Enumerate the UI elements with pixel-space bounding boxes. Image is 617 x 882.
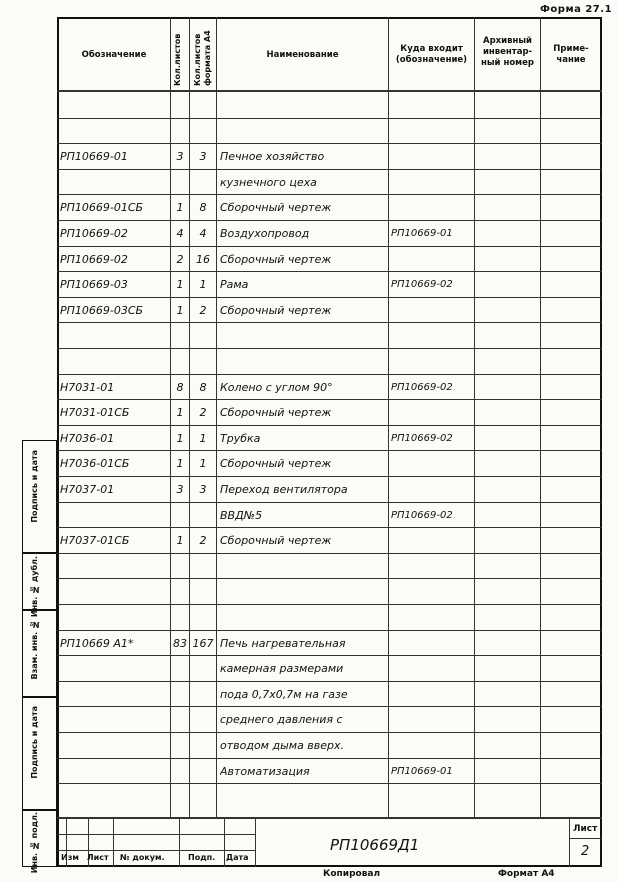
header-designation: Обозначение (81, 50, 147, 60)
row-sheets: 4 (176, 227, 184, 240)
row-sheets: 1 (176, 431, 184, 445)
row-line (57, 655, 602, 656)
tb-signature: Подп. (188, 853, 216, 862)
row-sheets-a4: 3 (199, 150, 207, 164)
header-note: Приме- чание (553, 44, 589, 65)
row-sheets: 8 (176, 380, 184, 394)
tb-v-7 (569, 817, 570, 867)
tb-v-3 (113, 817, 114, 867)
header-archive-no: Архивный инвентар- ный номер (481, 36, 534, 68)
row-name: Колено с углом 90° (220, 380, 333, 394)
row-sheets-a4: 1 (199, 457, 207, 471)
row-line (57, 297, 602, 298)
row-name: Сборочный чертеж (220, 534, 332, 548)
row-line (57, 502, 602, 503)
row-name: Сборочный чертеж (220, 303, 332, 317)
row-sheets-a4: 2 (199, 303, 207, 317)
row-where-used: РП10669-02 (391, 509, 453, 521)
row-name: пода 0,7х0,7м на газе (220, 687, 348, 701)
form-label: Форма 27.1 (540, 4, 613, 15)
footer-copied: Копировал (323, 869, 381, 879)
row-designation: РП10669-01СБ (60, 201, 144, 215)
row-line (57, 527, 602, 528)
title-block-mid-line-2 (57, 850, 255, 851)
row-line (57, 706, 602, 707)
row-line (57, 604, 602, 605)
row-sheets: 2 (176, 252, 184, 266)
tb-list: Лист (87, 853, 109, 862)
row-where-used: РП10669-02 (391, 381, 453, 393)
row-sheets: 1 (176, 303, 184, 317)
row-name: Трубка (220, 431, 261, 445)
row-line (57, 476, 602, 477)
row-designation: РП10669-03СБ (60, 303, 144, 317)
sheet-box-line (569, 838, 602, 839)
row-name: Печное хозяйство (220, 150, 325, 164)
col-line-6 (540, 17, 541, 817)
side-label-signature-1: Подпись и дата (30, 450, 39, 523)
row-designation: Н7037-01СБ (60, 534, 130, 548)
row-designation: РП10669-02 (60, 252, 128, 266)
row-name: Печь нагревательная (220, 636, 346, 650)
row-line (57, 425, 602, 426)
row-name: отводом дыма вверх. (220, 739, 345, 752)
row-designation: РП10669 А1* (60, 636, 134, 650)
row-line (57, 271, 602, 272)
row-line (57, 348, 602, 349)
row-designation: Н7036-01 (60, 431, 115, 445)
side-label-orig-inv: Инв. № подл. (30, 812, 39, 874)
row-name: Воздухопровод (220, 227, 310, 240)
side-label-signature-2: Подпись и дата (30, 706, 39, 779)
tb-v-6 (255, 817, 256, 867)
row-sheets: 1 (176, 201, 184, 215)
row-designation: Н7031-01 (60, 380, 115, 394)
row-sheets: 83 (173, 636, 187, 650)
row-sheets-a4: 2 (199, 406, 207, 420)
row-sheets-a4: 167 (192, 636, 214, 650)
title-block-mid-line-1 (57, 834, 255, 835)
row-sheets-a4: 3 (199, 483, 207, 496)
row-sheets: 1 (176, 457, 184, 471)
row-name: Автоматизация (220, 764, 310, 778)
row-line (57, 578, 602, 579)
tb-v-4 (179, 817, 180, 867)
row-line (57, 143, 602, 144)
row-line (57, 246, 602, 247)
row-designation: РП10669-02 (60, 227, 128, 240)
row-line (57, 450, 602, 451)
side-strip-dup-inv (22, 553, 57, 610)
row-sheets-a4: 16 (196, 252, 210, 266)
row-line (57, 322, 602, 323)
row-designation: Н7037-01 (60, 483, 115, 496)
side-label-dup-inv: Инв. № дубл. (30, 556, 39, 618)
row-sheets-a4: 4 (199, 227, 207, 240)
title-block-top-line (57, 817, 602, 819)
col-line-5 (474, 17, 475, 817)
footer-format: Формат А4 (498, 869, 555, 879)
row-sheets-a4: 1 (199, 278, 207, 292)
row-sheets-a4: 2 (199, 534, 207, 548)
row-where-used: РП10669-02 (391, 432, 453, 444)
tb-date: Дата (226, 853, 249, 862)
row-line (57, 220, 602, 221)
header-sheets-count: Кол.листов (173, 33, 182, 86)
row-sheets-a4: 8 (199, 201, 207, 215)
row-name: среднего давления с (220, 713, 343, 727)
row-sheets: 3 (176, 483, 184, 496)
row-line (57, 630, 602, 631)
row-where-used: РП10669-01 (391, 765, 453, 777)
row-name: Сборочный чертеж (220, 201, 332, 215)
tb-v-5 (224, 817, 225, 867)
tb-doc-no: № докум. (120, 853, 165, 862)
row-designation: РП10669-03 (60, 278, 128, 292)
row-sheets-a4: 8 (199, 380, 207, 394)
side-label-replace-inv: Взам. инв. № (30, 620, 39, 680)
row-sheets: 1 (176, 278, 184, 292)
row-name: Рама (220, 278, 249, 292)
row-name: Сборочный чертеж (220, 406, 332, 420)
header-bottom-line (57, 90, 602, 92)
row-name: Сборочный чертеж (220, 457, 332, 471)
header-name: Наименование (266, 50, 339, 60)
row-line (57, 783, 602, 784)
side-strip-signature-2 (22, 697, 57, 810)
row-sheets: 3 (176, 150, 184, 164)
row-sheets-a4: 1 (199, 431, 207, 445)
row-line (57, 681, 602, 682)
row-line (57, 169, 602, 170)
row-where-used: РП10669-01 (391, 228, 453, 239)
header-where-used: Куда входит (обозначение) (395, 44, 468, 65)
row-line (57, 399, 602, 400)
sheet-label: Лист (573, 824, 598, 834)
row-sheets: 1 (176, 406, 184, 420)
row-name: Переход вентилятора (220, 483, 348, 496)
side-strip-signature-1 (22, 440, 57, 553)
row-line (57, 732, 602, 733)
tb-izm: Изм (61, 853, 79, 862)
col-line-2 (189, 17, 190, 817)
row-name: Сборочный чертеж (220, 252, 332, 266)
row-designation: Н7036-01СБ (60, 457, 130, 471)
row-name: ВВД№5 (220, 508, 263, 522)
col-line-1 (170, 17, 171, 817)
row-line (57, 758, 602, 759)
row-where-used: РП10669-02 (391, 279, 453, 291)
row-line (57, 194, 602, 195)
col-line-3 (216, 17, 217, 817)
row-name: камерная размерами (220, 662, 344, 676)
row-line (57, 118, 602, 119)
col-line-4 (388, 17, 389, 817)
row-line (57, 374, 602, 375)
row-line (57, 553, 602, 554)
document-code: РП10669Д1 (330, 836, 420, 854)
side-strip-orig-inv (22, 810, 57, 867)
side-strip-replace-inv (22, 610, 57, 697)
header-sheets-a4: Кол.листов формата А4 (193, 30, 212, 86)
row-name: кузнечного цеха (220, 175, 317, 189)
row-sheets: 1 (176, 534, 184, 548)
sheet-number: 2 (581, 845, 590, 859)
row-designation: РП10669-01 (60, 150, 128, 164)
row-designation: Н7031-01СБ (60, 406, 130, 420)
